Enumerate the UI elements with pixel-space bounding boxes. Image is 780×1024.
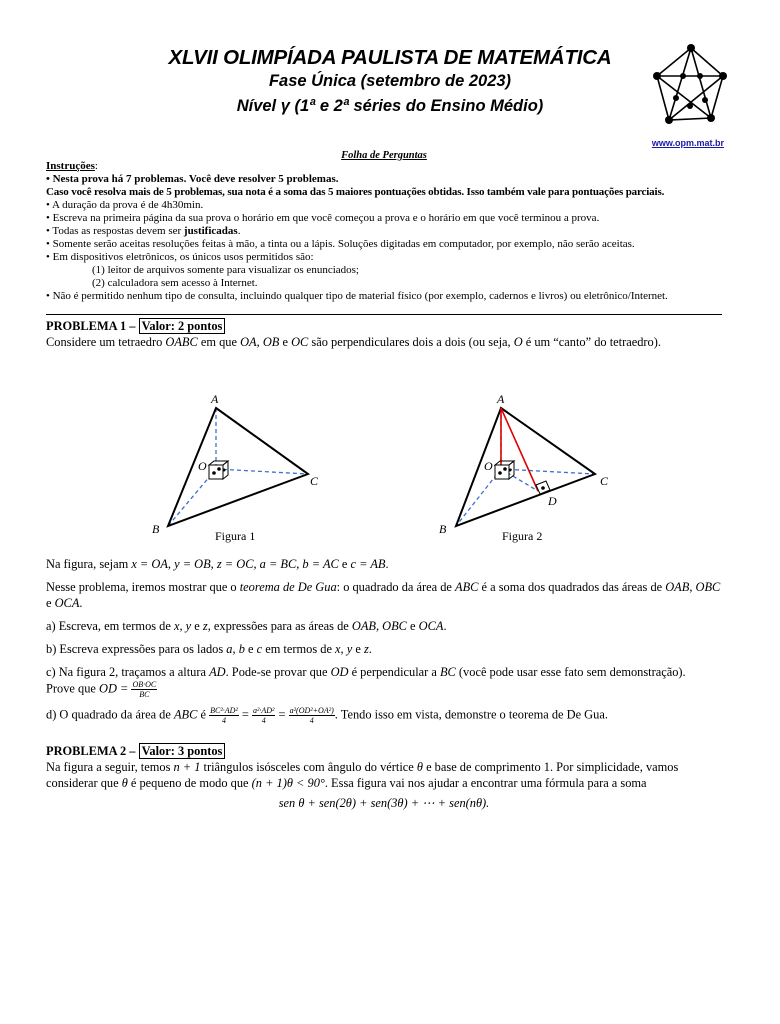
instruction-device-2: (2) calculadora sem acesso à Internet.	[92, 277, 258, 289]
fig1-label-o: O	[198, 459, 207, 473]
instruction-bold-2: Caso você resolva mais de 5 problemas, sua nota é a soma das 5 maiores pontuações obtidas. Isso também vale para pontuações parciais.	[46, 186, 665, 198]
problem-1-de-gua: Nesse problema, iremos mostrar que o teorema de De Gua: o quadrado da área de ABC é a soma dos quadrados das áreas de OAB, OBC e OCA.	[46, 580, 721, 610]
problem-1-intro: Considere um tetraedro OABC em que OA, OB e OC são perpendiculares dois a dois (ou seja, O é um “canto” do tetraedro).	[46, 335, 661, 349]
figure-1	[152, 392, 319, 536]
fig2-label-c: C	[600, 474, 609, 488]
problem-1-item-d: d) O quadrado da área de ABC é $\frac{\text{BC²·AD²}}{4}$ = $\frac{\text{a²·AD²}}{4}$ = $\frac{\text{a²(OD²+OA²)}}{4}$ . Tendo isso em vista, demonstre o teorema de De Gua.	[46, 706, 608, 725]
figure-2	[439, 392, 609, 536]
problem-1-heading: PROBLEMA 1 – Valor: 2 pontos	[46, 318, 722, 334]
instruction-time: • Escreva na primeira página da sua prova o horário em que você começou a prova e o horário em que você terminou a prova.	[46, 212, 600, 224]
level-suffix: (1ª e 2ª séries do Ensino Médio)	[289, 97, 544, 115]
instruction-consult: • Não é permitido nenhum tipo de consulta, incluindo qualquer tipo de material físico (por exemplo, cadernos e livros) ou eletrônico/Internet.	[46, 290, 668, 302]
exam-phase: Fase Única (setembro de 2023)	[268, 72, 512, 90]
tetrahedron-figures	[46, 352, 722, 543]
instructions	[46, 160, 736, 303]
fraction-d3: $\frac{\text{a²(OD²+OA²)}}{4}$	[289, 706, 334, 725]
figure-2-caption: Figura 2	[502, 529, 543, 543]
instruction-justify: • Todas as respostas devem ser justificadas.	[46, 225, 241, 237]
problem-1-definitions: Na figura, sejam x = OA, y = OB, z = OC, a = BC, b = AC e c = AB.	[46, 557, 389, 571]
level-symbol: γ	[280, 97, 290, 115]
page-title: XLVII OLIMPÍADA PAULISTA DE MATEMÁTICA	[168, 46, 612, 69]
instruction-handwritten: • Somente serão aceitas resoluções feitas à mão, a tinta ou a lápis. Soluções digitadas em computador, por exemplo, não serão aceitas.	[46, 238, 635, 250]
fig2-label-o: O	[484, 459, 493, 473]
problem-1-value: Valor: 2 pontos	[139, 318, 226, 334]
fig2-label-b: B	[439, 522, 447, 536]
problems	[46, 318, 722, 811]
problem-2-value: Valor: 3 pontos	[139, 743, 226, 759]
fig2-label-a: A	[497, 392, 505, 406]
website-link[interactable]: www.opm.mat.br	[651, 138, 724, 148]
opm-logo	[645, 42, 727, 128]
level-prefix: Nível	[236, 97, 281, 115]
instructions-heading: Instruções:	[46, 160, 98, 172]
fraction-od: $\frac{OB\cdot OC}{BC}$	[132, 680, 157, 699]
fig1-label-a: A	[211, 392, 219, 406]
instruction-duration: • A duração da prova é de 4h30min.	[46, 199, 204, 211]
fig1-label-c: C	[310, 474, 319, 488]
problem-2-formula: sen θ + sen(2θ) + sen(3θ) + ⋯ + sen(nθ).	[278, 796, 490, 810]
sheet-title: Folha de Perguntas	[341, 150, 427, 161]
instruction-bold-1: • Nesta prova há 7 problemas. Você deve resolver 5 problemas.	[46, 173, 339, 185]
fig1-label-b: B	[152, 522, 160, 536]
fig2-label-d: D	[548, 494, 557, 508]
fraction-d2: $\frac{\text{a²·AD²}}{4}$	[252, 706, 275, 725]
problem-1-item-a: a) Escreva, em termos de x, y e z, expressões para as áreas de OAB, OBC e OCA.	[46, 619, 447, 633]
fraction-d1: $\frac{\text{BC²·AD²}}{4}$	[210, 706, 238, 725]
problem-1-item-c: c) Na figura 2, traçamos a altura AD. Pode-se provar que OD é perpendicular a BC (você pode usar esse fato sem demonstração). Prove que OD = $\frac{OB\cdot OC}{BC}$	[46, 665, 686, 699]
section-divider	[46, 314, 722, 315]
problem-1-figures	[46, 352, 722, 543]
instruction-devices: • Em dispositivos eletrônicos, os únicos usos permitidos são:	[46, 251, 314, 263]
instruction-device-1: (1) leitor de arquivos somente para visualizar os enunciados;	[92, 264, 359, 276]
problem-1-item-b: b) Escreva expressões para os lados a, b e c em termos de x, y e z.	[46, 642, 372, 656]
figure-1-caption: Figura 1	[215, 529, 256, 543]
problem-2-text: Na figura a seguir, temos n + 1 triângulos isósceles com ângulo do vértice θ e base de comprimento 1. Por simplicidade, vamos considerar que θ é pequeno de modo que (n + 1)θ < 90°. Essa figura vai nos ajudar a encontrar uma fórmula para a soma	[46, 760, 679, 790]
problem-2-heading: PROBLEMA 2 – Valor: 3 pontos	[46, 743, 722, 759]
